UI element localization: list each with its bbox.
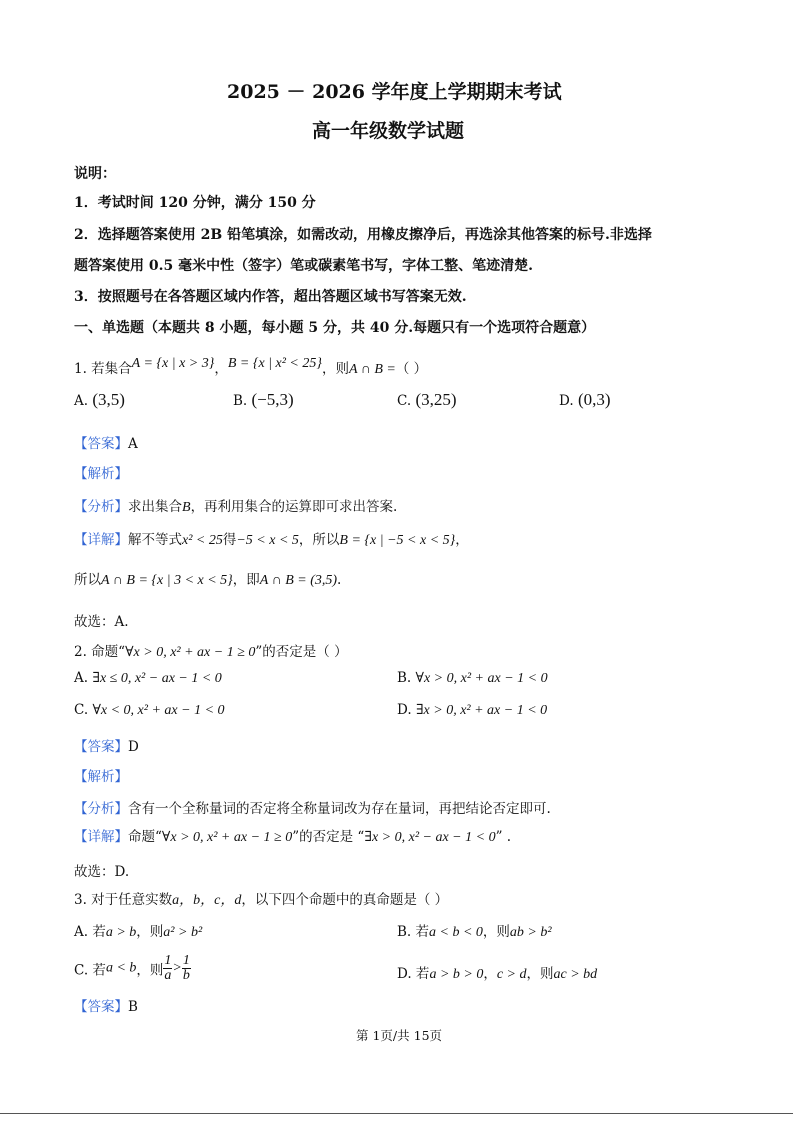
q1-fenxi: 【分析】求出集合B，再利用集合的运算即可求出答案.: [74, 499, 398, 515]
question-1-stem: [74, 357, 427, 378]
question-2-stem: 2. 命题“∀x > 0, x² + ax − 1 ≥ 0”的否定是（ ）: [74, 644, 348, 660]
fraction-1-over-a: $\frac{1}{a}$: [164, 953, 172, 983]
q1-detail-line-1: 【详解】解不等式x² < 25得−5 < x < 5，所以B = {x | −5 < x < 5}，: [74, 532, 469, 548]
instructions-heading: 说明：: [74, 166, 116, 182]
answer-value: A: [128, 436, 138, 452]
proposition-expression: ∀x > 0, x² + ax − 1 ≥ 0: [125, 645, 256, 660]
q1-analysis-tag: 【解析】: [74, 466, 128, 482]
q3-option-c: C. 若a < b，则 $\frac{1}{a}$ > $\frac{1}{b}$: [74, 953, 190, 983]
option-value: (−5,3): [251, 390, 294, 409]
question-1-prefix: 1. 若集合: [74, 361, 132, 377]
bottom-divider: [0, 1113, 793, 1114]
exam-subtitle: 高一年级数学试题: [312, 120, 465, 142]
option-value: (3,5): [92, 390, 125, 409]
option-label: D.: [559, 393, 574, 409]
answer-paren: （ ）: [395, 361, 428, 377]
q2-option-a: A. ∃x ≤ 0, x² − ax − 1 < 0: [74, 670, 222, 686]
q2-conclusion: 故选：D.: [74, 864, 130, 880]
q1-conclusion: 故选：A.: [74, 614, 129, 630]
q1-option-d: [559, 390, 611, 410]
option-label: B.: [233, 393, 248, 409]
q3-option-d: D. 若a > b > 0，c > d，则ac > bd: [397, 966, 598, 982]
q2-answer: 【答案】D: [74, 739, 139, 755]
option-label: A.: [74, 393, 89, 409]
option-value: (0,3): [577, 390, 611, 409]
q2-option-c: C. ∀x < 0, x² + ax − 1 < 0: [74, 702, 225, 718]
set-a-expression: A = {x | x > 3}: [131, 356, 215, 371]
q2-option-b: B. ∀x > 0, x² + ax − 1 < 0: [397, 670, 548, 686]
q3-option-b: B. 若a < b < 0，则ab > b²: [397, 924, 552, 940]
section-heading: 一、单选题（本题共 8 小题，每小题 5 分，共 40 分.每题只有一个选项符合题意）: [74, 320, 596, 336]
q1-option-c: [397, 390, 457, 410]
instruction-item-2-line-2: 题答案使用 0.5 毫米中性（签字）笔或碳素笔书写，字体工整、笔迹清楚.: [74, 258, 533, 274]
instruction-item-3: 3．按照题号在各答题区域内作答，超出答题区域书写答案无效.: [74, 289, 467, 305]
q1-detail-line-2: 所以A ∩ B = {x | 3 < x < 5}，即A ∩ B = (3,5).: [74, 572, 342, 588]
option-label: C.: [397, 393, 412, 409]
q3-answer: 【答案】B: [74, 999, 138, 1015]
q2-fenxi: 【分析】含有一个全称量词的否定将全称量词改为存在量词，再把结论否定即可.: [74, 801, 551, 817]
set-b-expression: B = {x | x² < 25}: [227, 356, 322, 371]
intersection-expression: A ∩ B =: [348, 362, 396, 377]
q1-answer: 【答案】A: [74, 436, 138, 452]
answer-value: D: [128, 739, 139, 755]
q2-analysis-tag: 【解析】: [74, 769, 128, 785]
question-3-stem: 3. 对于任意实数a，b，c，d，以下四个命题中的真命题是（ ）: [74, 892, 449, 908]
exam-title: 2025 － 2026 学年度上学期期末考试: [227, 81, 562, 103]
answer-value: B: [128, 999, 138, 1015]
instruction-item-1: 1．考试时间 120 分钟，满分 150 分: [74, 195, 316, 211]
page-number: 第 1页/共 15页: [356, 1028, 443, 1043]
q3-option-a: A. 若a > b，则a² > b²: [74, 924, 203, 940]
q1-option-b: [233, 390, 294, 410]
comma: ，: [214, 361, 228, 377]
fraction-1-over-b: $\frac{1}{b}$: [182, 953, 190, 983]
q2-option-d: D. ∃x > 0, x² + ax − 1 < 0: [397, 702, 548, 718]
q2-detail: 【详解】命题“∀x > 0, x² + ax − 1 ≥ 0”的否定是 “∃x > 0, x² − ax − 1 < 0” .: [74, 829, 512, 845]
q1-option-a: [74, 390, 125, 410]
instruction-item-2-line-1: 2．选择题答案使用 2B 铅笔填涂，如需改动，用橡皮擦净后，再选涂其他答案的标号.非选择: [74, 227, 652, 243]
option-value: (3,25): [415, 390, 457, 409]
then-text: ，则: [321, 361, 349, 377]
